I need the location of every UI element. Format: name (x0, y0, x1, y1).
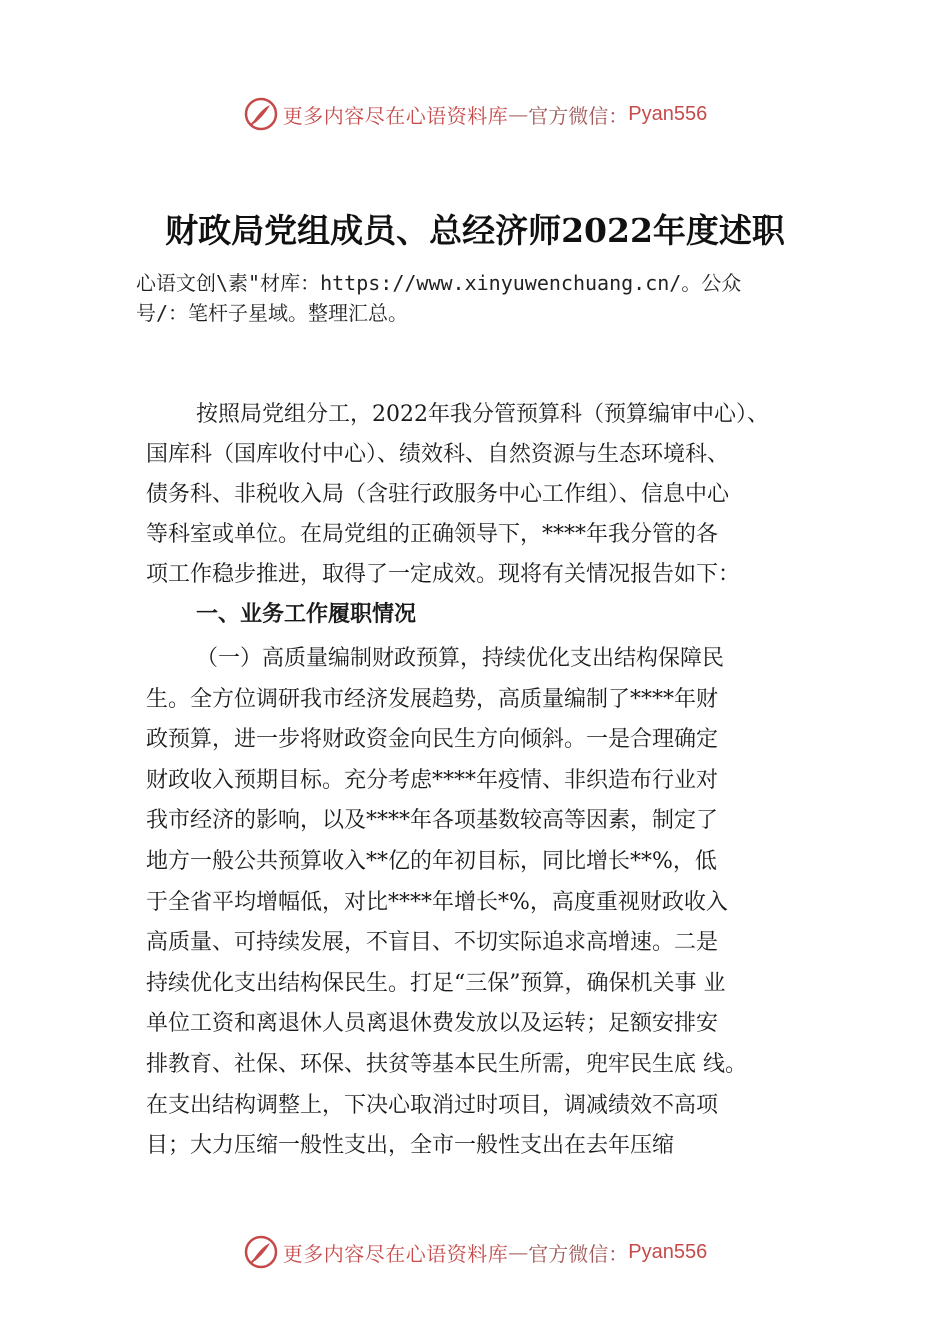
banner-promo-text: 更多内容尽在心语资料库 (282, 103, 509, 128)
text-line: 高质量、可持续发展，不盲目、不切实际追求高增速。二是 (146, 930, 719, 956)
text-line: 按照局党组分工，2022年我分管预算科（预算编审中心）、 (196, 402, 769, 427)
banner-wechat-label: 官方微信： (528, 103, 629, 128)
banner-wechat-id: Pyan556 (628, 1240, 708, 1263)
text-line: （一）高质量编制财政预算，持续优化支出结构保障民 (196, 646, 725, 671)
text-line: 持续优化支出结构保民生。打足“三保”预算，确保机关事 业 (146, 970, 726, 996)
source-line: 心语文创\素"材库：https://www.xinyuwenchuang.cn/。公众 (136, 271, 742, 295)
text-line: 排教育、社保、环保、扶贫等基本民生所需，兜牢民生底 线。 (146, 1051, 747, 1077)
text-line: 项工作稳步推进，取得了一定成效。现将有关情况报告如下： (146, 562, 741, 587)
banner-separator: — (508, 102, 529, 126)
text-line: 于全省平均增幅低，对比****年增长*%，高度重视财政收入 (146, 889, 728, 915)
banner-wechat-id: Pyan556 (628, 102, 708, 125)
document-body (146, 395, 846, 1167)
text-line: 等科室或单位。在局党组的正确领导下，****年我分管的各 (146, 522, 719, 547)
text-line: 目；大力压缩一般性支出，全市一般性支出在去年压缩 (146, 1133, 675, 1159)
banner-promo-text: 更多内容尽在心语资料库 (282, 1241, 509, 1266)
source-note (136, 268, 836, 328)
pen-logo-icon (243, 96, 279, 132)
text-line: 生。全方位调研我市经济发展趋势，高质量编制了****年财 (146, 686, 719, 712)
section-paragraph (146, 639, 846, 1167)
section-heading: 一、业务工作履职情况 (196, 602, 417, 627)
banner-separator: — (508, 1240, 529, 1264)
text-line: 债务科、非税收入局（含驻行政服务中心工作组）、信息中心 (146, 482, 730, 507)
text-line: 财政收入预期目标。充分考虑****年疫情、非织造布行业对 (146, 767, 719, 793)
text-line: 国库科（国库收付中心）、绩效科、自然资源与生态环境科、 (146, 442, 730, 467)
text-line: 政预算，进一步将财政资金向民生方向倾斜。一是合理确定 (146, 727, 719, 753)
text-line: 我市经济的影响，以及****年各项基数较高等因素，制定了 (146, 808, 719, 834)
intro-paragraph (146, 395, 846, 595)
source-line: 号/：笔杆子星域。整理汇总。 (136, 301, 409, 325)
pen-logo-icon (243, 1234, 279, 1270)
text-line: 地方一般公共预算收入**亿的年初目标，同比增长**%，低 (146, 848, 717, 874)
text-line: 单位工资和离退休人员离退休费发放以及运转；足额安排安 (146, 1011, 719, 1037)
text-line: 在支出结构调整上，下决心取消过时项目，调减绩效不高项 (146, 1092, 719, 1118)
document-title: 财政局党组成员、总经济师2022年度述职 (165, 211, 785, 250)
header-banner (0, 94, 950, 134)
banner-wechat-label: 官方微信： (528, 1241, 629, 1266)
footer-banner (0, 1232, 950, 1272)
